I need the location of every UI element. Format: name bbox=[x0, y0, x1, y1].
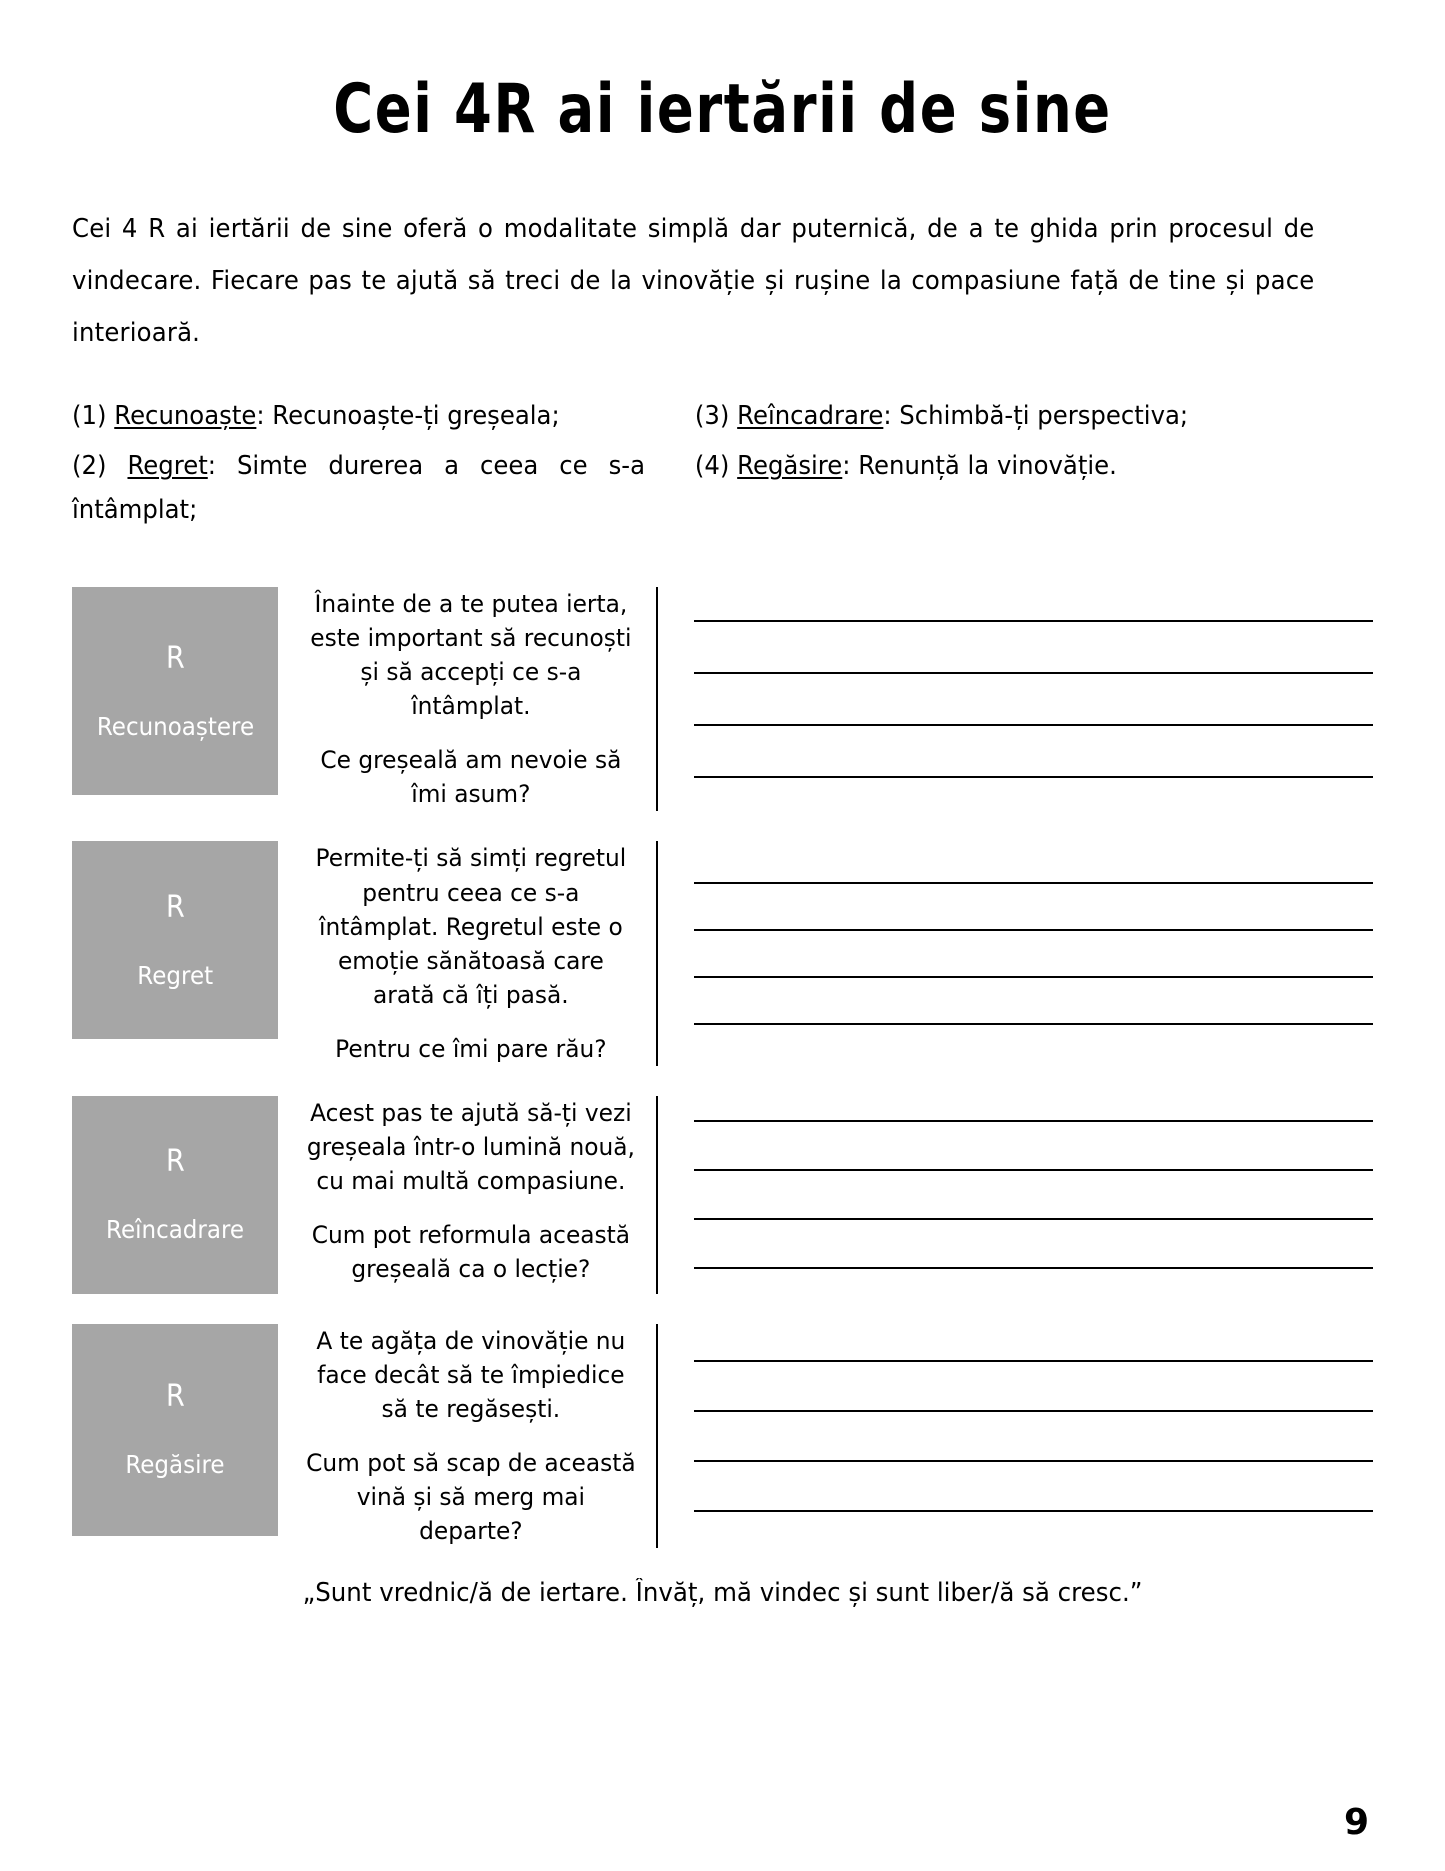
page-title: Cei 4R ai iertării de sine bbox=[333, 70, 1112, 149]
description-body: Permite-ți să simți regretul pentru ceea ce s-a întâmplat. Regretul este o emoție sănătoasă care arată că îți pasă. bbox=[315, 844, 627, 1009]
step-key-3: Reîncadrare bbox=[737, 401, 884, 432]
writing-line[interactable] bbox=[694, 1120, 1373, 1122]
writing-line[interactable] bbox=[694, 724, 1373, 726]
page-number: 9 bbox=[1343, 1802, 1369, 1843]
badge-letter: R bbox=[165, 889, 185, 925]
badge-letter: R bbox=[165, 1144, 185, 1180]
badge-label: Regăsire bbox=[125, 1450, 225, 1480]
badge-label: Regret bbox=[137, 960, 213, 990]
step-description bbox=[284, 841, 651, 1065]
step-badge-regret bbox=[72, 841, 278, 1039]
affirmation-quote: „Sunt vrednic/ă de iertare. Învăț, mă vindec și sunt liber/ă să cresc.” bbox=[302, 1578, 1143, 1609]
intro-paragraph: Cei 4 R ai iertării de sine oferă o modalitate simplă dar puternică, de a te ghida prin procesul de vindecare. Fiecare pas te ajută să treci de la vinovăție și rușine la compasiune față de tine și pace interioară. bbox=[72, 214, 1315, 349]
step-number-1: (1) bbox=[72, 401, 107, 432]
step-separator-4: : bbox=[842, 451, 851, 482]
step-key-2: Regret bbox=[127, 451, 208, 482]
writing-line[interactable] bbox=[694, 1410, 1373, 1412]
step-key-4: Regăsire bbox=[737, 451, 843, 482]
description-body: Înainte de a te putea ierta, este important să recunoști și să accepți ce s-a întâmplat. bbox=[310, 590, 632, 721]
answer-lines[interactable] bbox=[658, 587, 1373, 811]
step-item-4 bbox=[695, 445, 1230, 489]
step-badge-regasire bbox=[72, 1324, 278, 1536]
description-body: A te agăța de vinovăție nu face decât să te împiedice să te regăsești. bbox=[316, 1326, 626, 1424]
step-item-1 bbox=[72, 395, 645, 439]
writing-line[interactable] bbox=[694, 1169, 1373, 1171]
badge-letter: R bbox=[165, 1379, 185, 1415]
step-description bbox=[284, 587, 651, 811]
description-body: Acest pas te ajută să-ți vezi greșeala într-o lumină nouă, cu mai multă compasiune. bbox=[306, 1098, 635, 1196]
description-question: Cum pot reformula această greșeală ca o lecție? bbox=[311, 1221, 631, 1284]
writing-line[interactable] bbox=[694, 1510, 1373, 1512]
answer-lines[interactable] bbox=[658, 841, 1373, 1065]
step-number-2: (2) bbox=[72, 451, 107, 482]
writing-line[interactable] bbox=[694, 882, 1373, 884]
writing-line[interactable] bbox=[694, 929, 1373, 931]
steps-column-right bbox=[672, 395, 1230, 539]
description-question: Cum pot să scap de această vină și să merg mai departe? bbox=[306, 1449, 636, 1546]
step-separator-1: : bbox=[256, 401, 265, 432]
step-number-3: (3) bbox=[694, 401, 730, 432]
badge-label: Reîncadrare bbox=[105, 1215, 245, 1245]
writing-line[interactable] bbox=[694, 1267, 1373, 1269]
writing-line[interactable] bbox=[694, 976, 1373, 978]
writing-line[interactable] bbox=[694, 1023, 1373, 1025]
badge-label: Recunoaștere bbox=[96, 711, 254, 741]
step-badge-recunoastere bbox=[72, 587, 278, 795]
steps-column-left bbox=[72, 395, 645, 539]
step-description bbox=[284, 1324, 651, 1548]
description-question: Pentru ce îmi pare rău? bbox=[335, 1034, 607, 1063]
writing-line[interactable] bbox=[694, 1218, 1373, 1220]
badge-letter: R bbox=[165, 640, 185, 676]
answer-lines[interactable] bbox=[658, 1096, 1373, 1294]
step-item-3 bbox=[695, 395, 1230, 439]
step-number-4: (4) bbox=[694, 451, 730, 482]
step-key-1: Recunoaște bbox=[114, 401, 257, 432]
step-text-1: Recunoaște-ți greșeala; bbox=[264, 401, 560, 432]
writing-line[interactable] bbox=[694, 1460, 1373, 1462]
step-separator-3: : bbox=[883, 401, 892, 432]
writing-line[interactable] bbox=[694, 776, 1373, 778]
worksheet-rows bbox=[72, 587, 1373, 1548]
step-text-3: Schimbă-ți perspectiva; bbox=[891, 401, 1189, 432]
step-item-2 bbox=[72, 445, 645, 533]
step-text-4: Renunță la vinovăție. bbox=[850, 451, 1117, 482]
answer-lines[interactable] bbox=[658, 1324, 1373, 1548]
worksheet-row bbox=[72, 841, 1373, 1065]
step-badge-reincadrare bbox=[72, 1096, 278, 1294]
worksheet-row bbox=[72, 1324, 1373, 1548]
worksheet-row bbox=[72, 1096, 1373, 1294]
step-separator-2: : bbox=[207, 451, 216, 482]
step-description bbox=[284, 1096, 651, 1286]
steps-list bbox=[72, 395, 1373, 539]
writing-line[interactable] bbox=[694, 1360, 1373, 1362]
worksheet-row bbox=[72, 587, 1373, 811]
step-text-2: Simte durerea a ceea ce s-a întâmplat; bbox=[72, 451, 645, 526]
writing-line[interactable] bbox=[694, 620, 1373, 622]
description-question: Ce greșeală am nevoie să îmi asum? bbox=[320, 746, 622, 809]
writing-line[interactable] bbox=[694, 672, 1373, 674]
